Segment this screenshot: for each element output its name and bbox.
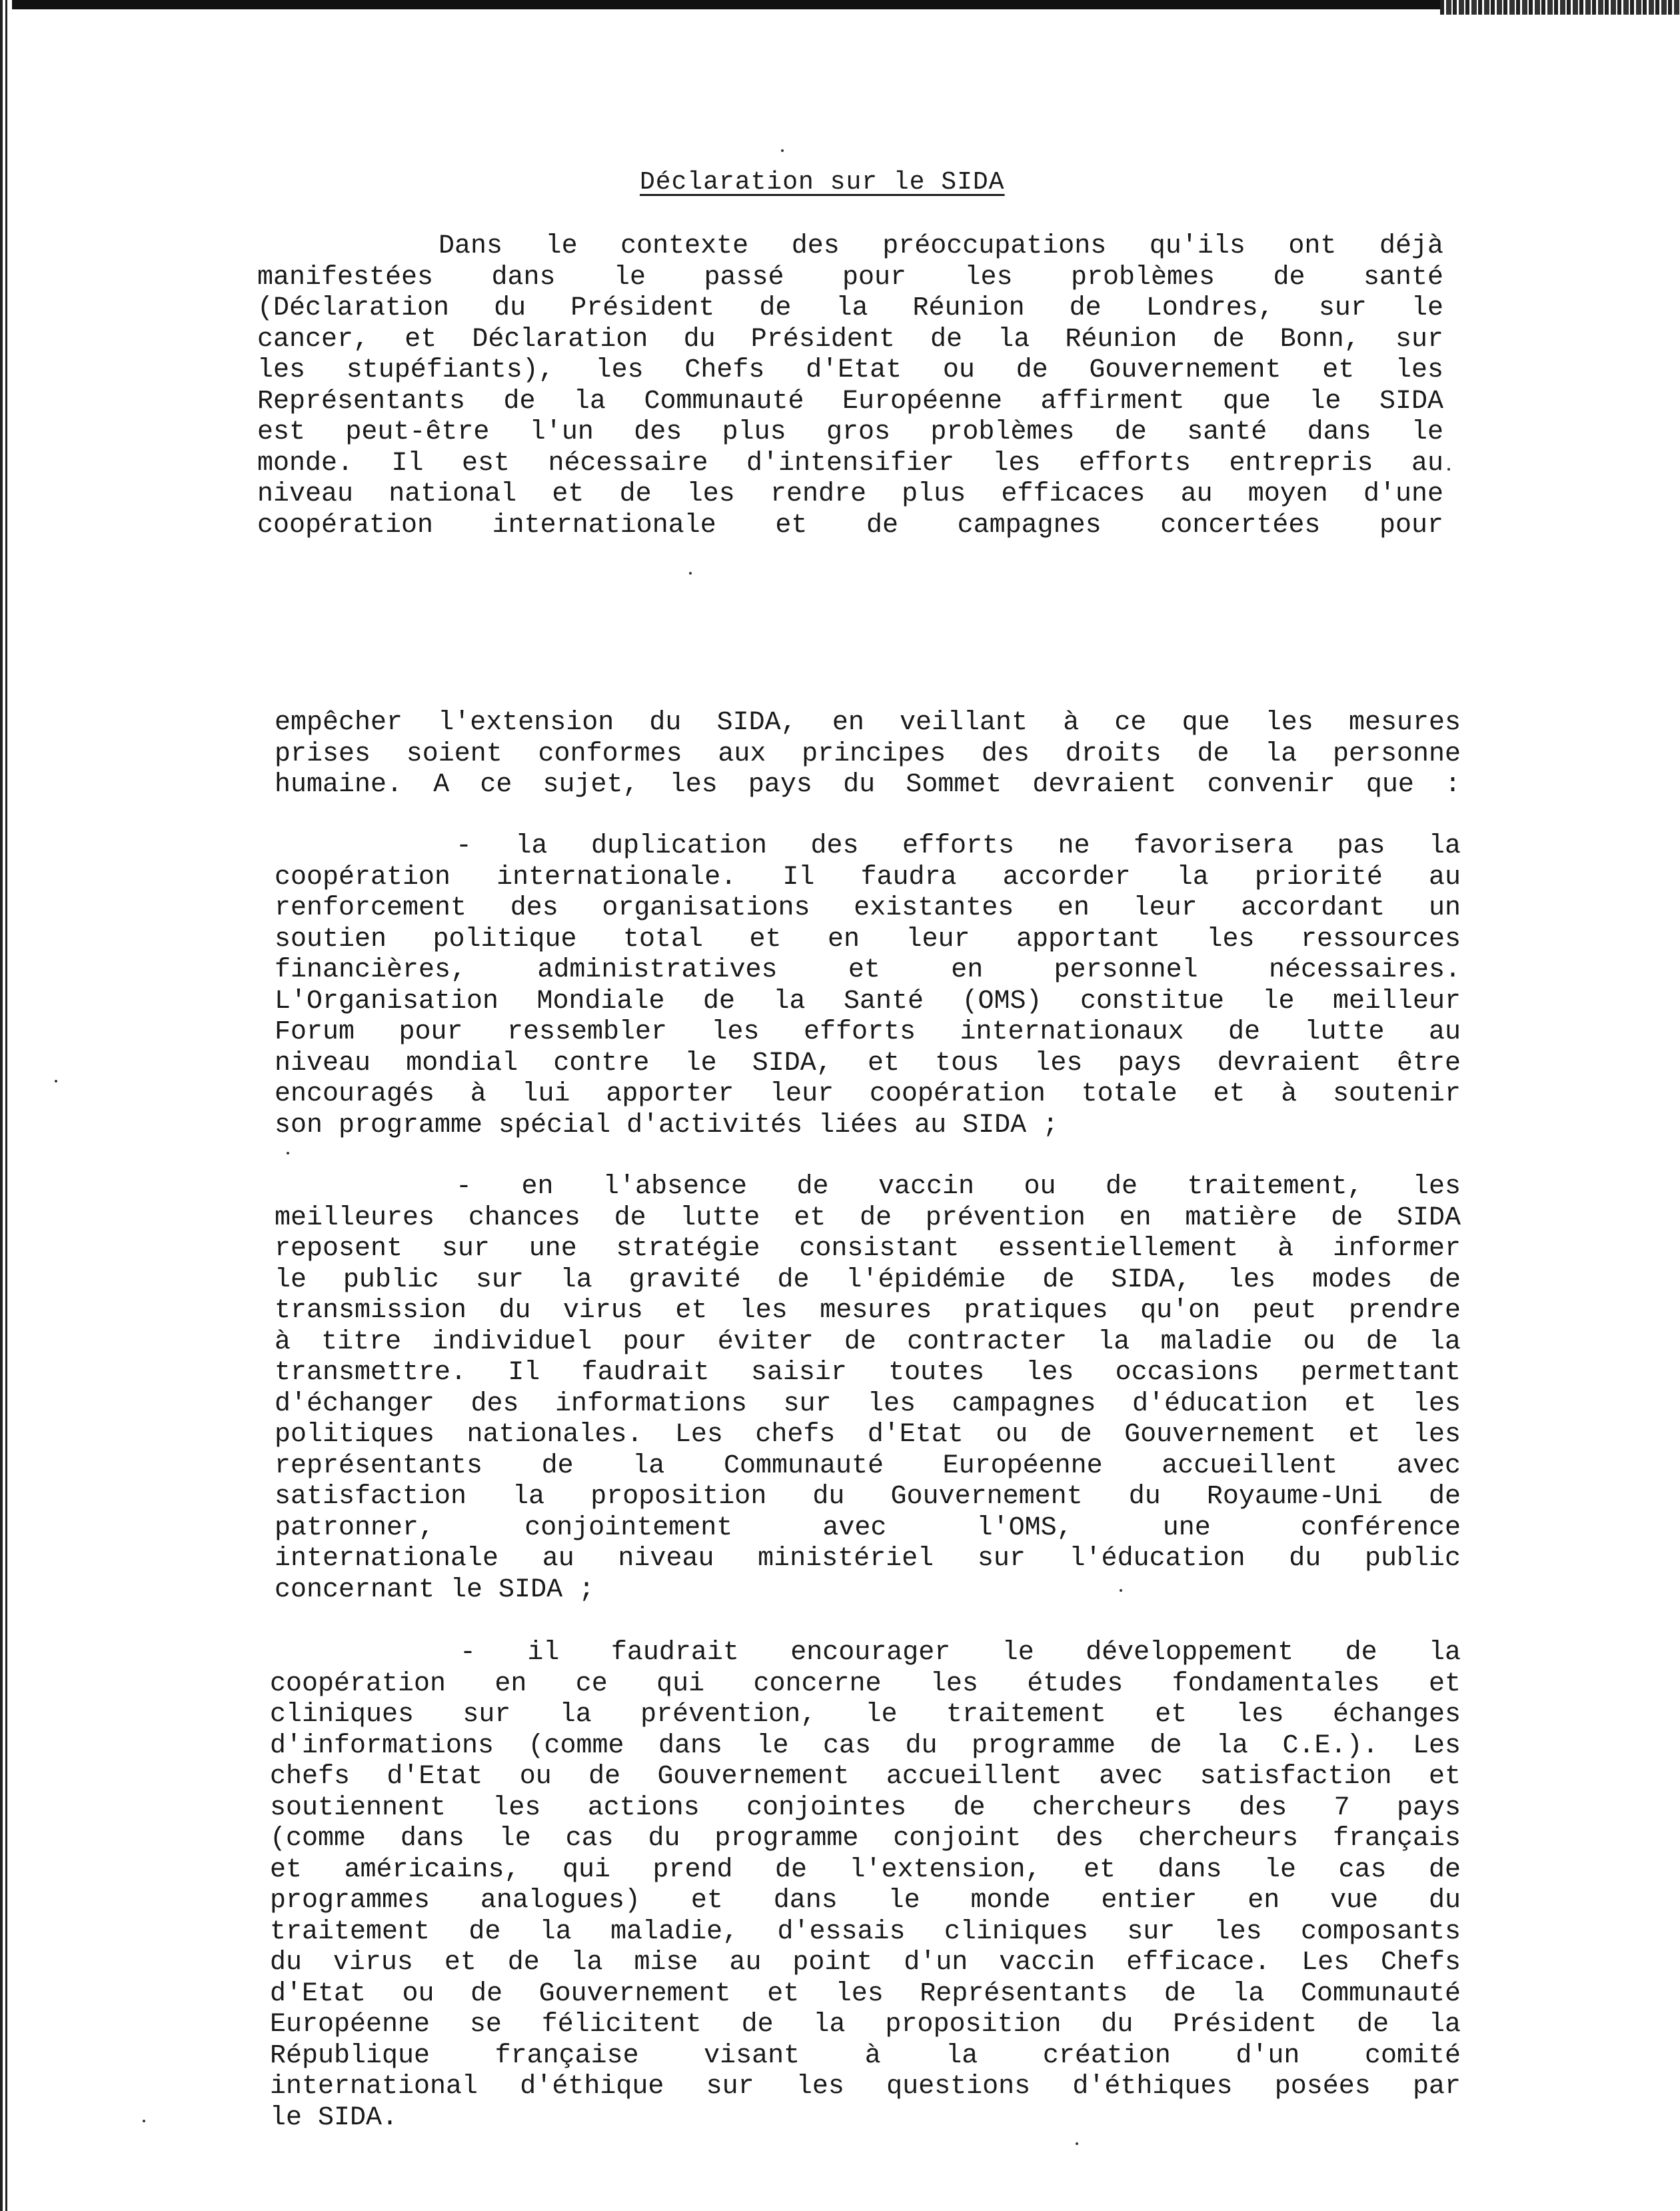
point-3-paragraph (270, 1638, 1461, 2134)
continuation-line: empêcher l'extension du SIDA, en veillant à ce que les mesures (275, 708, 1461, 738)
scan-speck (143, 2120, 145, 2122)
point-2-line: satisfaction la proposition du Gouvernement du Royaume-Uni de (275, 1482, 1461, 1512)
point-2-line: à titre individuel pour éviter de contracter la maladie ou de la (275, 1326, 1461, 1357)
point-3-line: soutiennent les actions conjointes de chercheurs des 7 pays (270, 1792, 1461, 1823)
point-1-line: soutien politique total et en leur apportant les ressources (275, 924, 1461, 955)
point-1-line: coopération internationale. Il faudra accorder la priorité au (275, 862, 1461, 893)
point-3-line: d'Etat ou de Gouvernement et les Représentants de la Communauté (270, 1978, 1461, 2009)
scan-speck (781, 149, 784, 152)
point-3-line: du virus et de la mise au point d'un vaccin efficace. Les Chefs (270, 1948, 1461, 1978)
point-3-line: traitement de la maladie, d'essais cliniques sur les composants (270, 1916, 1461, 1947)
point-1-line: encouragés à lui apporter leur coopération totale et à soutenir (275, 1079, 1461, 1109)
intro-line: Dans le contexte des préoccupations qu'ils ont déjà (438, 231, 1443, 261)
point-1-line: renforcement des organisations existantes en leur accordant un (275, 893, 1461, 923)
intro-paragraph (257, 231, 1443, 541)
scan-speck (1076, 2142, 1078, 2145)
intro-line: manifestées dans le passé pour les problèmes de santé (257, 262, 1443, 293)
intro-line: les stupéfiants), les Chefs d'Etat ou de Gouvernement et les (257, 355, 1443, 385)
scan-speck (1447, 468, 1450, 471)
point-3-line: chefs d'Etat ou de Gouvernement accueillent avec satisfaction et (270, 1762, 1461, 1792)
scan-speck (287, 1152, 289, 1154)
point-3-line: international d'éthique sur les questions d'éthiques posées par (270, 2072, 1461, 2102)
point-2-line: représentants de la Communauté Européenne accueillent avec (275, 1450, 1461, 1481)
intro-line: est peut-être l'un des plus gros problèmes de santé dans le (257, 417, 1443, 447)
point-1-line: Forum pour ressembler les efforts internationaux de lutte au (275, 1017, 1461, 1047)
continuation-line: prises soient conformes aux principes des droits de la personne (275, 739, 1461, 769)
point-1-line: financières, administratives et en personnel nécessaires. (275, 955, 1461, 985)
point-1-line: - la duplication des efforts ne favorisera pas la (456, 831, 1461, 861)
point-2-line: - en l'absence de vaccin ou de traitement, les (456, 1172, 1461, 1202)
point-3-line: et américains, qui prend de l'extension, et dans le cas de (270, 1854, 1461, 1885)
point-2-line: patronner, conjointement avec l'OMS, une conférence (275, 1512, 1461, 1543)
intro-line: Représentants de la Communauté Européenne affirment que le SIDA (257, 386, 1443, 417)
point-3-line: Européenne se félicitent de la proposition du Président de la (270, 2010, 1461, 2040)
point-3-line: (comme dans le cas du programme conjoint des chercheurs français (270, 1824, 1461, 1854)
point-3-line: coopération en ce qui concerne les études fondamentales et (270, 1668, 1461, 1699)
point-2-line: transmettre. Il faudrait saisir toutes les occasions permettant (275, 1358, 1461, 1388)
intro-line: (Déclaration du Président de la Réunion de Londres, sur le (257, 293, 1443, 323)
scan-top-border-speckle (1440, 0, 1680, 15)
point-3-line: programmes analogues) et dans le monde entier en vue du (270, 1886, 1461, 1916)
point-3-line: cliniques sur la prévention, le traitement et les échanges (270, 1700, 1461, 1730)
point-1-paragraph (275, 831, 1461, 1141)
continuation-line: humaine. A ce sujet, les pays du Sommet devraient convenir que : (275, 770, 1461, 800)
point-2-line: le public sur la gravité de l'épidémie de SIDA, les modes de (275, 1264, 1461, 1295)
document-title: Déclaration sur le SIDA (640, 168, 1005, 197)
point-3-line: République française visant à la création d'un comité (270, 2040, 1461, 2071)
point-1-line: L'Organisation Mondiale de la Santé (OMS) constitue le meilleur (275, 986, 1461, 1017)
point-2-line: transmission du virus et les mesures pratiques qu'on peut prendre (275, 1296, 1461, 1326)
scan-left-border (0, 0, 12, 2211)
scan-top-border (0, 0, 1680, 9)
point-1-line: niveau mondial contre le SIDA, et tous les pays devraient être (275, 1048, 1461, 1079)
intro-line: monde. Il est nécessaire d'intensifier les efforts entrepris au (257, 448, 1443, 479)
point-2-line: politiques nationales. Les chefs d'Etat ou de Gouvernement et les (275, 1420, 1461, 1450)
point-3-line: le SIDA. (270, 2102, 399, 2133)
intro-line: cancer, et Déclaration du Président de la Réunion de Bonn, sur (257, 324, 1443, 355)
point-2-line: meilleures chances de lutte et de prévention en matière de SIDA (275, 1202, 1461, 1233)
point-3-line: - il faudrait encourager le développement de la (460, 1638, 1461, 1668)
point-3-line: d'informations (comme dans le cas du programme de la C.E.). Les (270, 1730, 1461, 1761)
point-2-line: d'échanger des informations sur les campagnes d'éducation et les (275, 1388, 1461, 1419)
scan-speck (55, 1080, 57, 1083)
scan-speck (1120, 1589, 1122, 1592)
scan-speck (689, 572, 692, 575)
continuation-paragraph (275, 708, 1461, 801)
intro-line: niveau national et de les rendre plus efficaces au moyen d'une (257, 479, 1443, 509)
point-2-line: internationale au niveau ministériel sur l'éducation du public (275, 1544, 1461, 1574)
intro-line: coopération internationale et de campagnes concertées pour (257, 510, 1443, 541)
point-2-line: reposent sur une stratégie consistant essentiellement à informer (275, 1234, 1461, 1264)
point-1-line: son programme spécial d'activités liées au SIDA ; (275, 1110, 1059, 1140)
point-2-line: concernant le SIDA ; (275, 1574, 595, 1605)
point-2-paragraph (275, 1172, 1461, 1606)
